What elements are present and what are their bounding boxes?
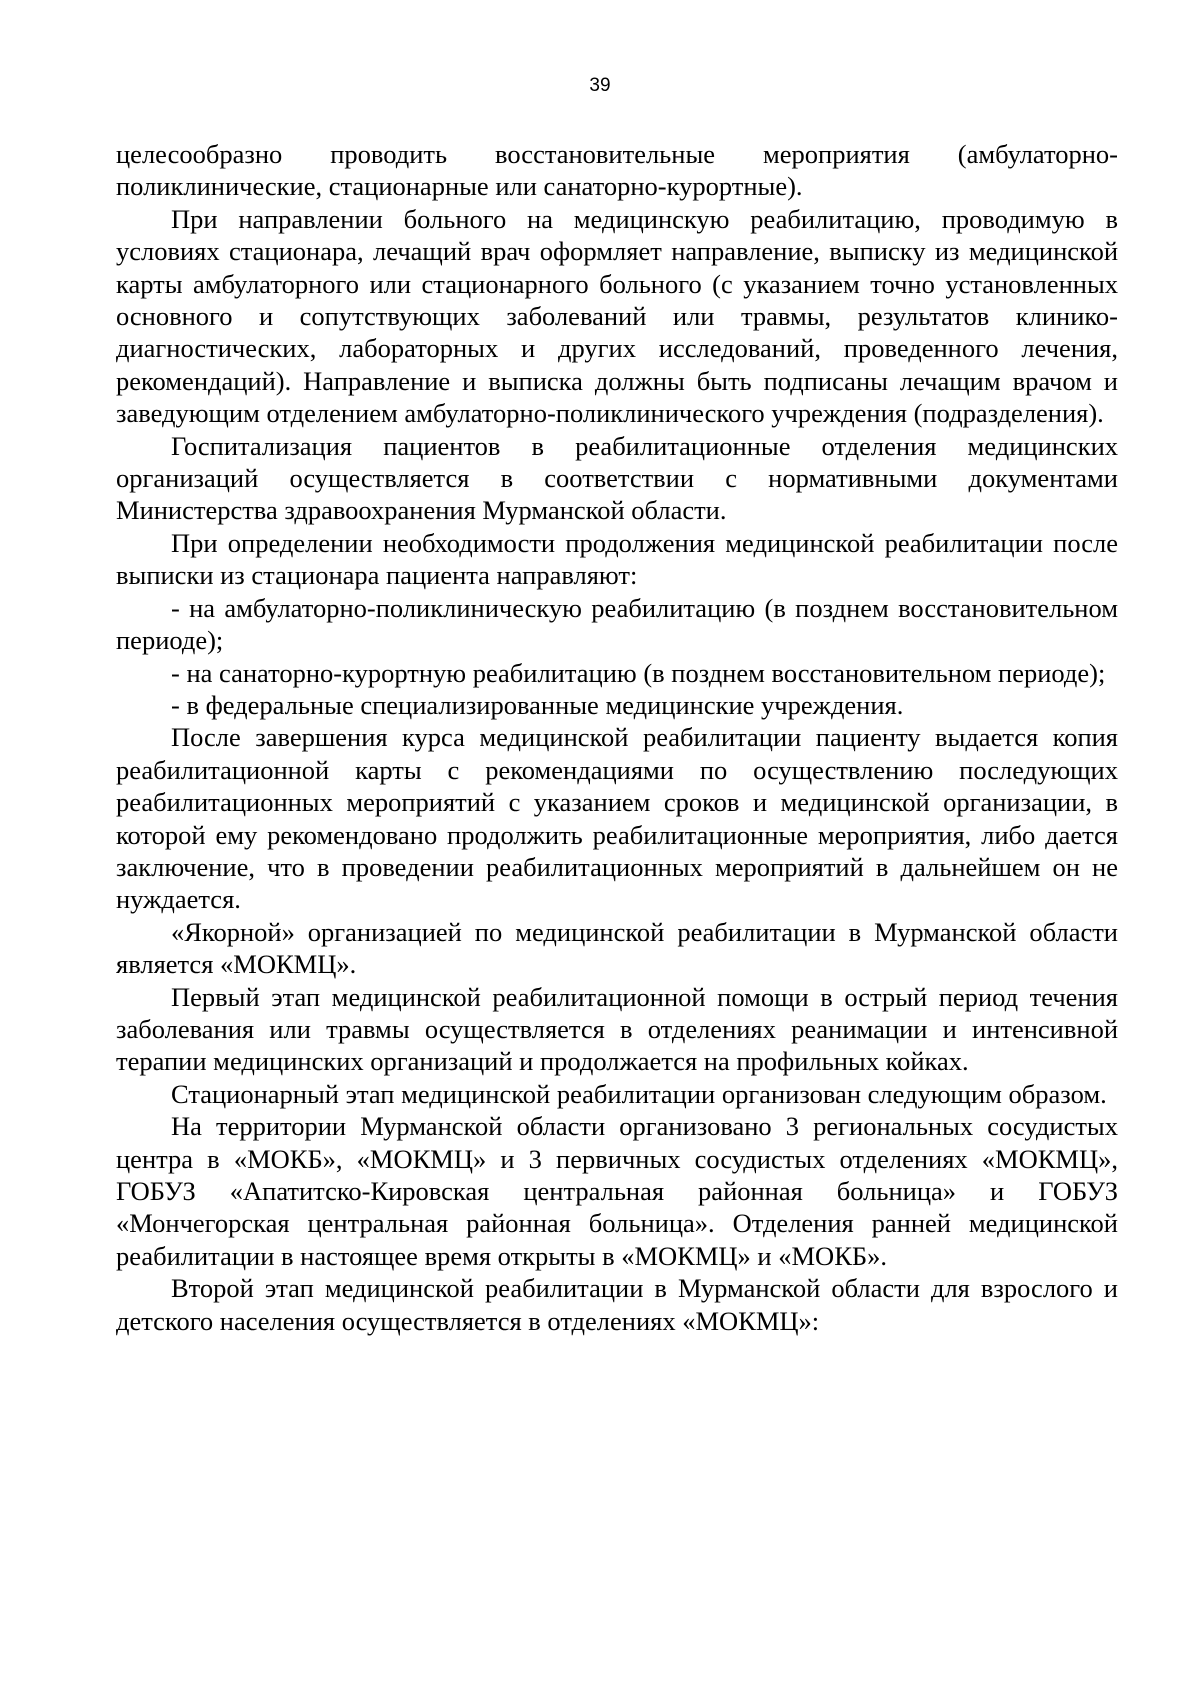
paragraph-anchor-organization: «Якорной» организацией по медицинской реабилитации в Мурманской области является «МОКМЦ». <box>116 916 1118 980</box>
list-item-federal: - в федеральные специализированные медицинские учреждения. <box>171 689 904 720</box>
paragraph-vascular-centers: На территории Мурманской области организовано 3 региональных сосудистых центра в «МОКБ», «МОКМЦ» и 3 первичных сосудистых отделениях «МОКМЦ», ГОБУЗ «Апатитско-Кировская центральная районная больница» и ГОБУЗ «Мончегорская центральная районная больница». Отделения ранней медицинской реабилитации в настоящее время открыты в «МОКМЦ» и «МОКБ». <box>116 1111 1118 1271</box>
paragraph-second-stage: Второй этап медицинской реабилитации в Мурманской области для взрослого и детского населения осуществляется в отделениях «МОКМЦ»: <box>116 1273 1118 1336</box>
page-number: 39 <box>589 75 611 96</box>
paragraph-continuation-criteria: При определении необходимости продолжения медицинской реабилитации после выписки из стационара пациента направляют: <box>116 527 1118 591</box>
document-body <box>116 138 1118 1337</box>
paragraph-inpatient-stage: Стационарный этап медицинской реабилитации организован следующим образом. <box>171 1078 1107 1109</box>
list-item-sanatorium: - на санаторно-курортную реабилитацию (в позднем восстановительном периоде); <box>171 657 1106 688</box>
paragraph-course-completion: После завершения курса медицинской реабилитации пациенту выдается копия реабилитационной карты с рекомендациями по осуществлению последующих реабилитационных мероприятий с указанием сроков и медицинской организации, в которой ему рекомендовано продолжить реабилитационные мероприятия, либо дается заключение, что в проведении реабилитационных мероприятий в дальнейшем он не нуждается. <box>116 722 1118 915</box>
list-item-outpatient: - на амбулаторно-поликлиническую реабилитацию (в позднем восстановительном периоде); <box>116 592 1118 656</box>
paragraph-referral-procedure: При направлении больного на медицинскую реабилитацию, проводимую в условиях стационара, лечащий врач оформляет направление, выписку из медицинской карты амбулаторного или стационарного больного (с указанием точно установленных основного и сопутствующих заболеваний или травмы, результатов клинико-диагностических, лабораторных и других исследований, проведенного лечения, рекомендаций). Направление и выписка должны быть подписаны лечащим врачом и заведующим отделением амбулаторно-поликлинического учреждения (подразделения). <box>116 203 1118 429</box>
paragraph-first-stage: Первый этап медицинской реабилитационной помощи в острый период течения заболевания или травмы осуществляется в отделениях реанимации и интенсивной терапии медицинских организаций и продолжается на профильных койках. <box>116 981 1118 1077</box>
paragraph-continuation: целесообразно проводить восстановительные мероприятия (амбулаторно-поликлинические, стационарные или санаторно-курортные). <box>116 139 1118 202</box>
paragraph-hospitalization: Госпитализация пациентов в реабилитационные отделения медицинских организаций осуществляется в соответствии с нормативными документами Министерства здравоохранения Мурманской области. <box>116 430 1118 526</box>
